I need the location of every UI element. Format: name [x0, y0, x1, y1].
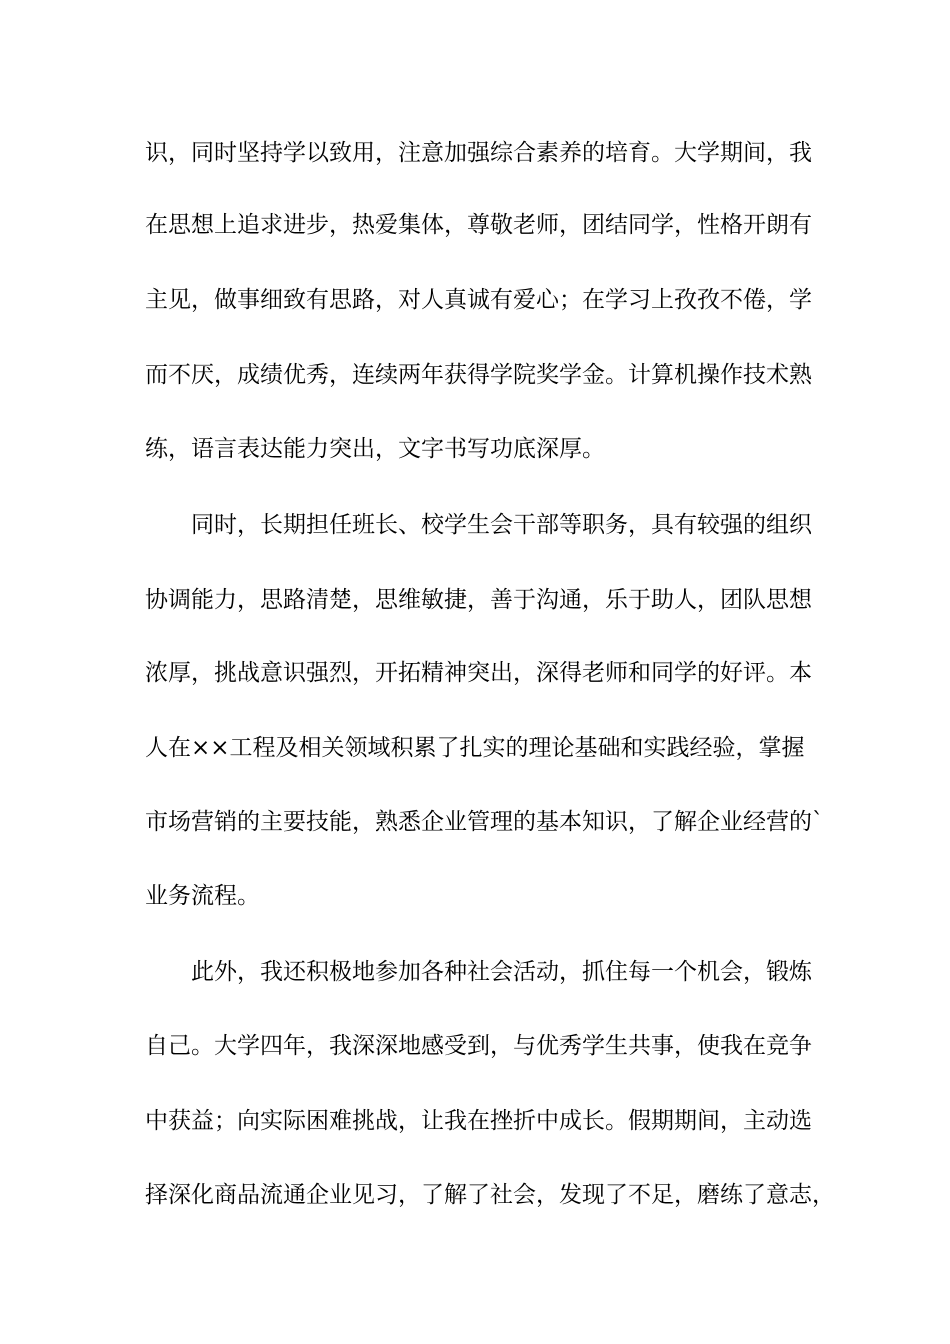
text-line: 业务流程。	[145, 883, 260, 909]
text-line: 练，语言表达能力突出，文字书写功底深厚。	[145, 436, 605, 462]
paragraph-first-line: 此外，我还积极地参加各种社会活动，抓住每一个机会，锻炼	[191, 959, 812, 985]
paragraph-first-line: 同时，长期担任班长、校学生会干部等职务，具有较强的组织	[191, 512, 812, 538]
text-line: 中获益；向实际困难挑战，让我在挫折中成长。假期期间，主动选	[145, 1108, 812, 1134]
text-line: 人在××工程及相关领域积累了扎实的理论基础和实践经验，掌握	[145, 735, 805, 761]
text-line: 协调能力，思路清楚，思维敏捷，善于沟通，乐于助人，团队思想	[145, 587, 812, 613]
text-line: 主见，做事细致有思路，对人真诚有爱心；在学习上孜孜不倦，学	[145, 287, 812, 313]
text-line: 市场营销的主要技能，熟悉企业管理的基本知识，了解企业经营的`	[145, 809, 824, 835]
text-line: 自己。大学四年，我深深地感受到，与优秀学生共事，使我在竞争	[145, 1033, 812, 1059]
text-line: 识，同时坚持学以致用，注意加强综合素养的培育。大学期间，我	[145, 140, 812, 166]
text-line: 在思想上追求进步，热爱集体，尊敬老师，团结同学，性格开朗有	[145, 212, 812, 238]
text-line: 而不厌，成绩优秀，连续两年获得学院奖学金。计算机操作技术熟	[145, 362, 812, 388]
text-line: 择深化商品流通企业见习，了解了社会，发现了不足，磨练了意志，	[145, 1182, 835, 1208]
text-line: 浓厚，挑战意识强烈，开拓精神突出，深得老师和同学的好评。本	[145, 660, 812, 686]
